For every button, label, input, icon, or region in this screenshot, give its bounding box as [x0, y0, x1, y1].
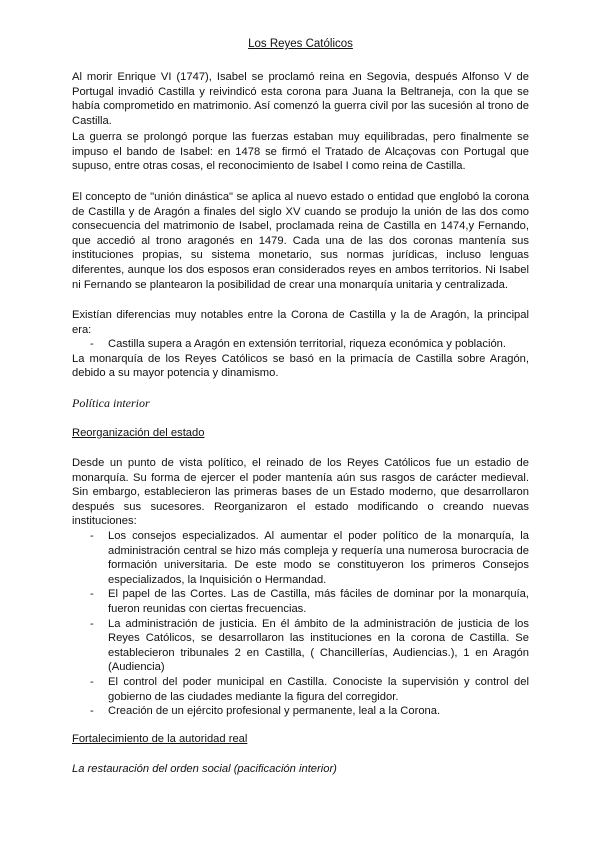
fortalecimiento-subheading: La restauración del orden social (pacificación interior) — [72, 763, 337, 775]
intro-paragraph-5: La monarquía de los Reyes Católicos se basó en la primacía de Castilla sobre Aragón, debido a su mayor potencia y dinamismo. — [72, 352, 529, 380]
list-item: - Castilla supera a Aragón en extensión territorial, riqueza económica y población. — [72, 337, 529, 352]
institutions-list — [72, 529, 529, 719]
intro-paragraph-3: El concepto de "unión dinástica" se aplica al nuevo estado o entidad que englobó la corona de Castilla y de Aragón a finales del siglo XV cuando se produjo la unión de las dos como consecuencia del matrimonio de Isabel, proclamada reina de Castilla en 1474,y Fernando, que accedió al trono aragonés en 1479. Cada una de las dos coronas mantenía sus instituciones propias, su sistema monetario, sus normas jurídicas, incluso lenguas diferentes, aunque los dos esposos eran considerados reyes en ambos territorios. Ni Isabel ni Fernando se plantearon la posibilidad de crear una monarquía unitaria y centralizada. — [72, 191, 529, 291]
intro-paragraph-1: Al morir Enrique VI (1747), Isabel se proclamó reina en Segovia, después Alfonso V de Portugal invadió Castilla y reivindicó esta corona para Juana la Beltraneja, con la que se había comprometido en matrimonio. Así comenzó la guerra civil por las sucesión al trono de Castilla. — [72, 71, 529, 127]
section-title: Política interior — [72, 396, 150, 410]
page-title: Los Reyes Católicos — [248, 38, 353, 50]
fortalecimiento-heading: Fortalecimiento de la autoridad real — [72, 733, 248, 745]
list-item: - La administración de justicia. En él ámbito de la administración de justicia de los Reyes Católicos, se desarrollaron las instituciones en la corona de Castilla. Se establecieron tribunales 2 en Castilla, ( Chancillerías, Audiencias.), 1 en Aragón (Audiencia) — [72, 617, 529, 675]
differences-list — [72, 337, 529, 352]
reorg-section — [72, 456, 529, 719]
reorg-heading: Reorganización del estado — [72, 427, 205, 439]
list-item: - El papel de las Cortes. Las de Castilla, más fáciles de dominar por la monarquía, fueron reunidas con ciertas frecuencias. — [72, 587, 529, 616]
list-item: - El control del poder municipal en Castilla. Conociste la supervisión y control del gobierno de las ciudades mediante la figura del corregidor. — [72, 675, 529, 704]
intro-paragraph-2: La guerra se prolongó porque las fuerzas estaban muy equilibradas, pero finalmente se impuso el bando de Isabel: en 1478 se firmó el Tratado de Alcaçovas con Portugal que supuso, entre otras cosas, el reconocimiento de Isabel I como reina de Castilla. — [72, 131, 529, 173]
list-item: - Creación de un ejército profesional y permanente, leal a la Corona. — [72, 704, 529, 719]
intro-paragraph-4: Existían diferencias muy notables entre la Corona de Castilla y la de Aragón, la principal era: - Castilla supera a Aragón en extensión territorial, riqueza económica y población. La monarquía de los Reyes Católicos se basó en la primacía de Castilla sobre Aragón, debido a su mayor potencia y dinamismo. — [72, 308, 529, 381]
list-item: - Los consejos especializados. Al aumentar el poder político de la monarquía, la administración central se hizo más compleja y requería una numerosa burocracia de formación universitaria. De este modo se constituyeron los primeros Consejos especializados, la Inquisición o Hermandad. — [72, 529, 529, 587]
reorg-intro: Desde un punto de vista político, el reinado de los Reyes Católicos fue un estadio de monarquía. Su forma de ejercer el poder mantenía aún sus rasgos de carácter medieval. Sin embargo, establecieron las primeras bases de un Estado moderno, que desarrollaron después sus sucesores. Reorganizaron el estado modificando o creando nuevas instituciones: — [72, 457, 529, 528]
